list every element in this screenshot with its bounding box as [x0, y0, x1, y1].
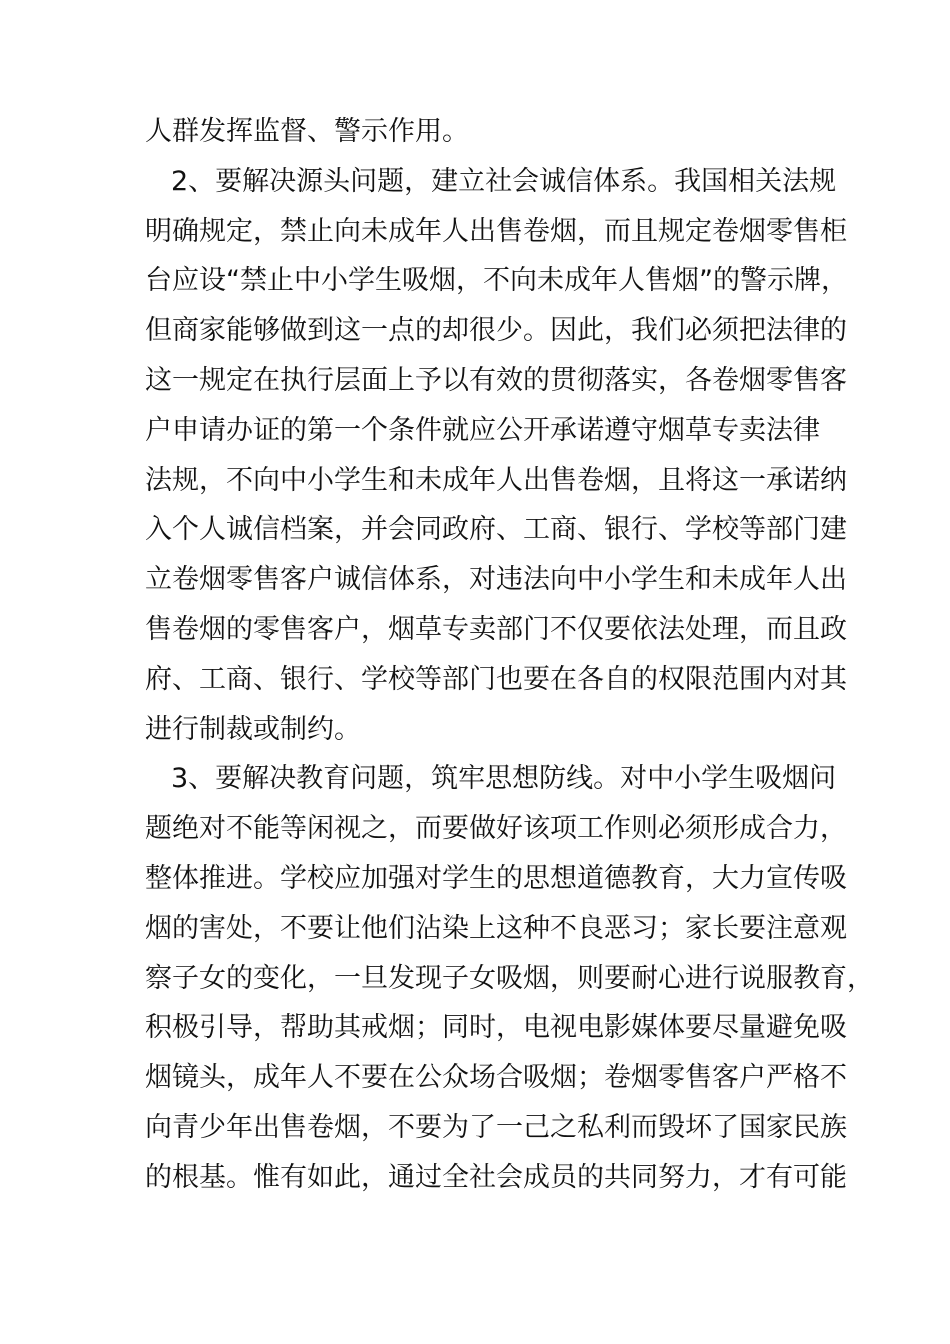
document-body — [0, 107, 950, 1203]
text-line: 3、要解决教育问题，筑牢思想防线。对中小学生吸烟问 — [171, 763, 837, 795]
text-line: 法规，不向中小学生和未成年人出售卷烟，且将这一承诺纳 — [145, 464, 847, 496]
text-line: 烟的害处，不要让他们沾染上这种不良恶习；家长要注意观 — [145, 912, 847, 944]
text-line: 明确规定，禁止向未成年人出售卷烟，而且规定卷烟零售柜 — [145, 215, 847, 247]
text-line: 售卷烟的零售客户，烟草专卖部门不仅要依法处理，而且政 — [145, 613, 847, 645]
text-line: 这一规定在执行层面上予以有效的贯彻落实，各卷烟零售客 — [145, 364, 847, 396]
text-line: 台应设“禁止中小学生吸烟，不向未成年人售烟”的警示牌， — [145, 265, 848, 297]
text-line: 人群发挥监督、警示作用。 — [145, 116, 469, 147]
text-line: 户申请办证的第一个条件就应公开承诺遵守烟草专卖法律 — [145, 414, 820, 446]
text-line: 题绝对不能等闲视之，而要做好该项工作则必须形成合力， — [145, 813, 847, 845]
text-line: 进行制裁或制约。 — [145, 713, 361, 745]
text-line: 向青少年出售卷烟，不要为了一己之私利而毁坏了国家民族 — [145, 1111, 847, 1143]
text-line: 的根基。惟有如此，通过全社会成员的共同努力，才有可能 — [145, 1161, 847, 1193]
text-line: 积极引导，帮助其戒烟；同时，电视电影媒体要尽量避免吸 — [145, 1012, 847, 1044]
text-line: 入个人诚信档案，并会同政府、工商、银行、学校等部门建 — [145, 514, 847, 546]
text-line: 察子女的变化，一旦发现子女吸烟，则要耐心进行说服教育， — [145, 962, 874, 994]
text-line: 立卷烟零售客户诚信体系，对违法向中小学生和未成年人出 — [145, 564, 847, 596]
text-line: 整体推进。学校应加强对学生的思想道德教育，大力宣传吸 — [145, 862, 847, 894]
text-line: 但商家能够做到这一点的却很少。因此，我们必须把法律的 — [145, 315, 847, 347]
text-line: 府、工商、银行、学校等部门也要在各自的权限范围内对其 — [145, 663, 847, 695]
text-line: 烟镜头，成年人不要在公众场合吸烟；卷烟零售客户严格不 — [145, 1062, 847, 1094]
text-line: 2、要解决源头问题，建立社会诚信体系。我国相关法规 — [171, 165, 837, 197]
